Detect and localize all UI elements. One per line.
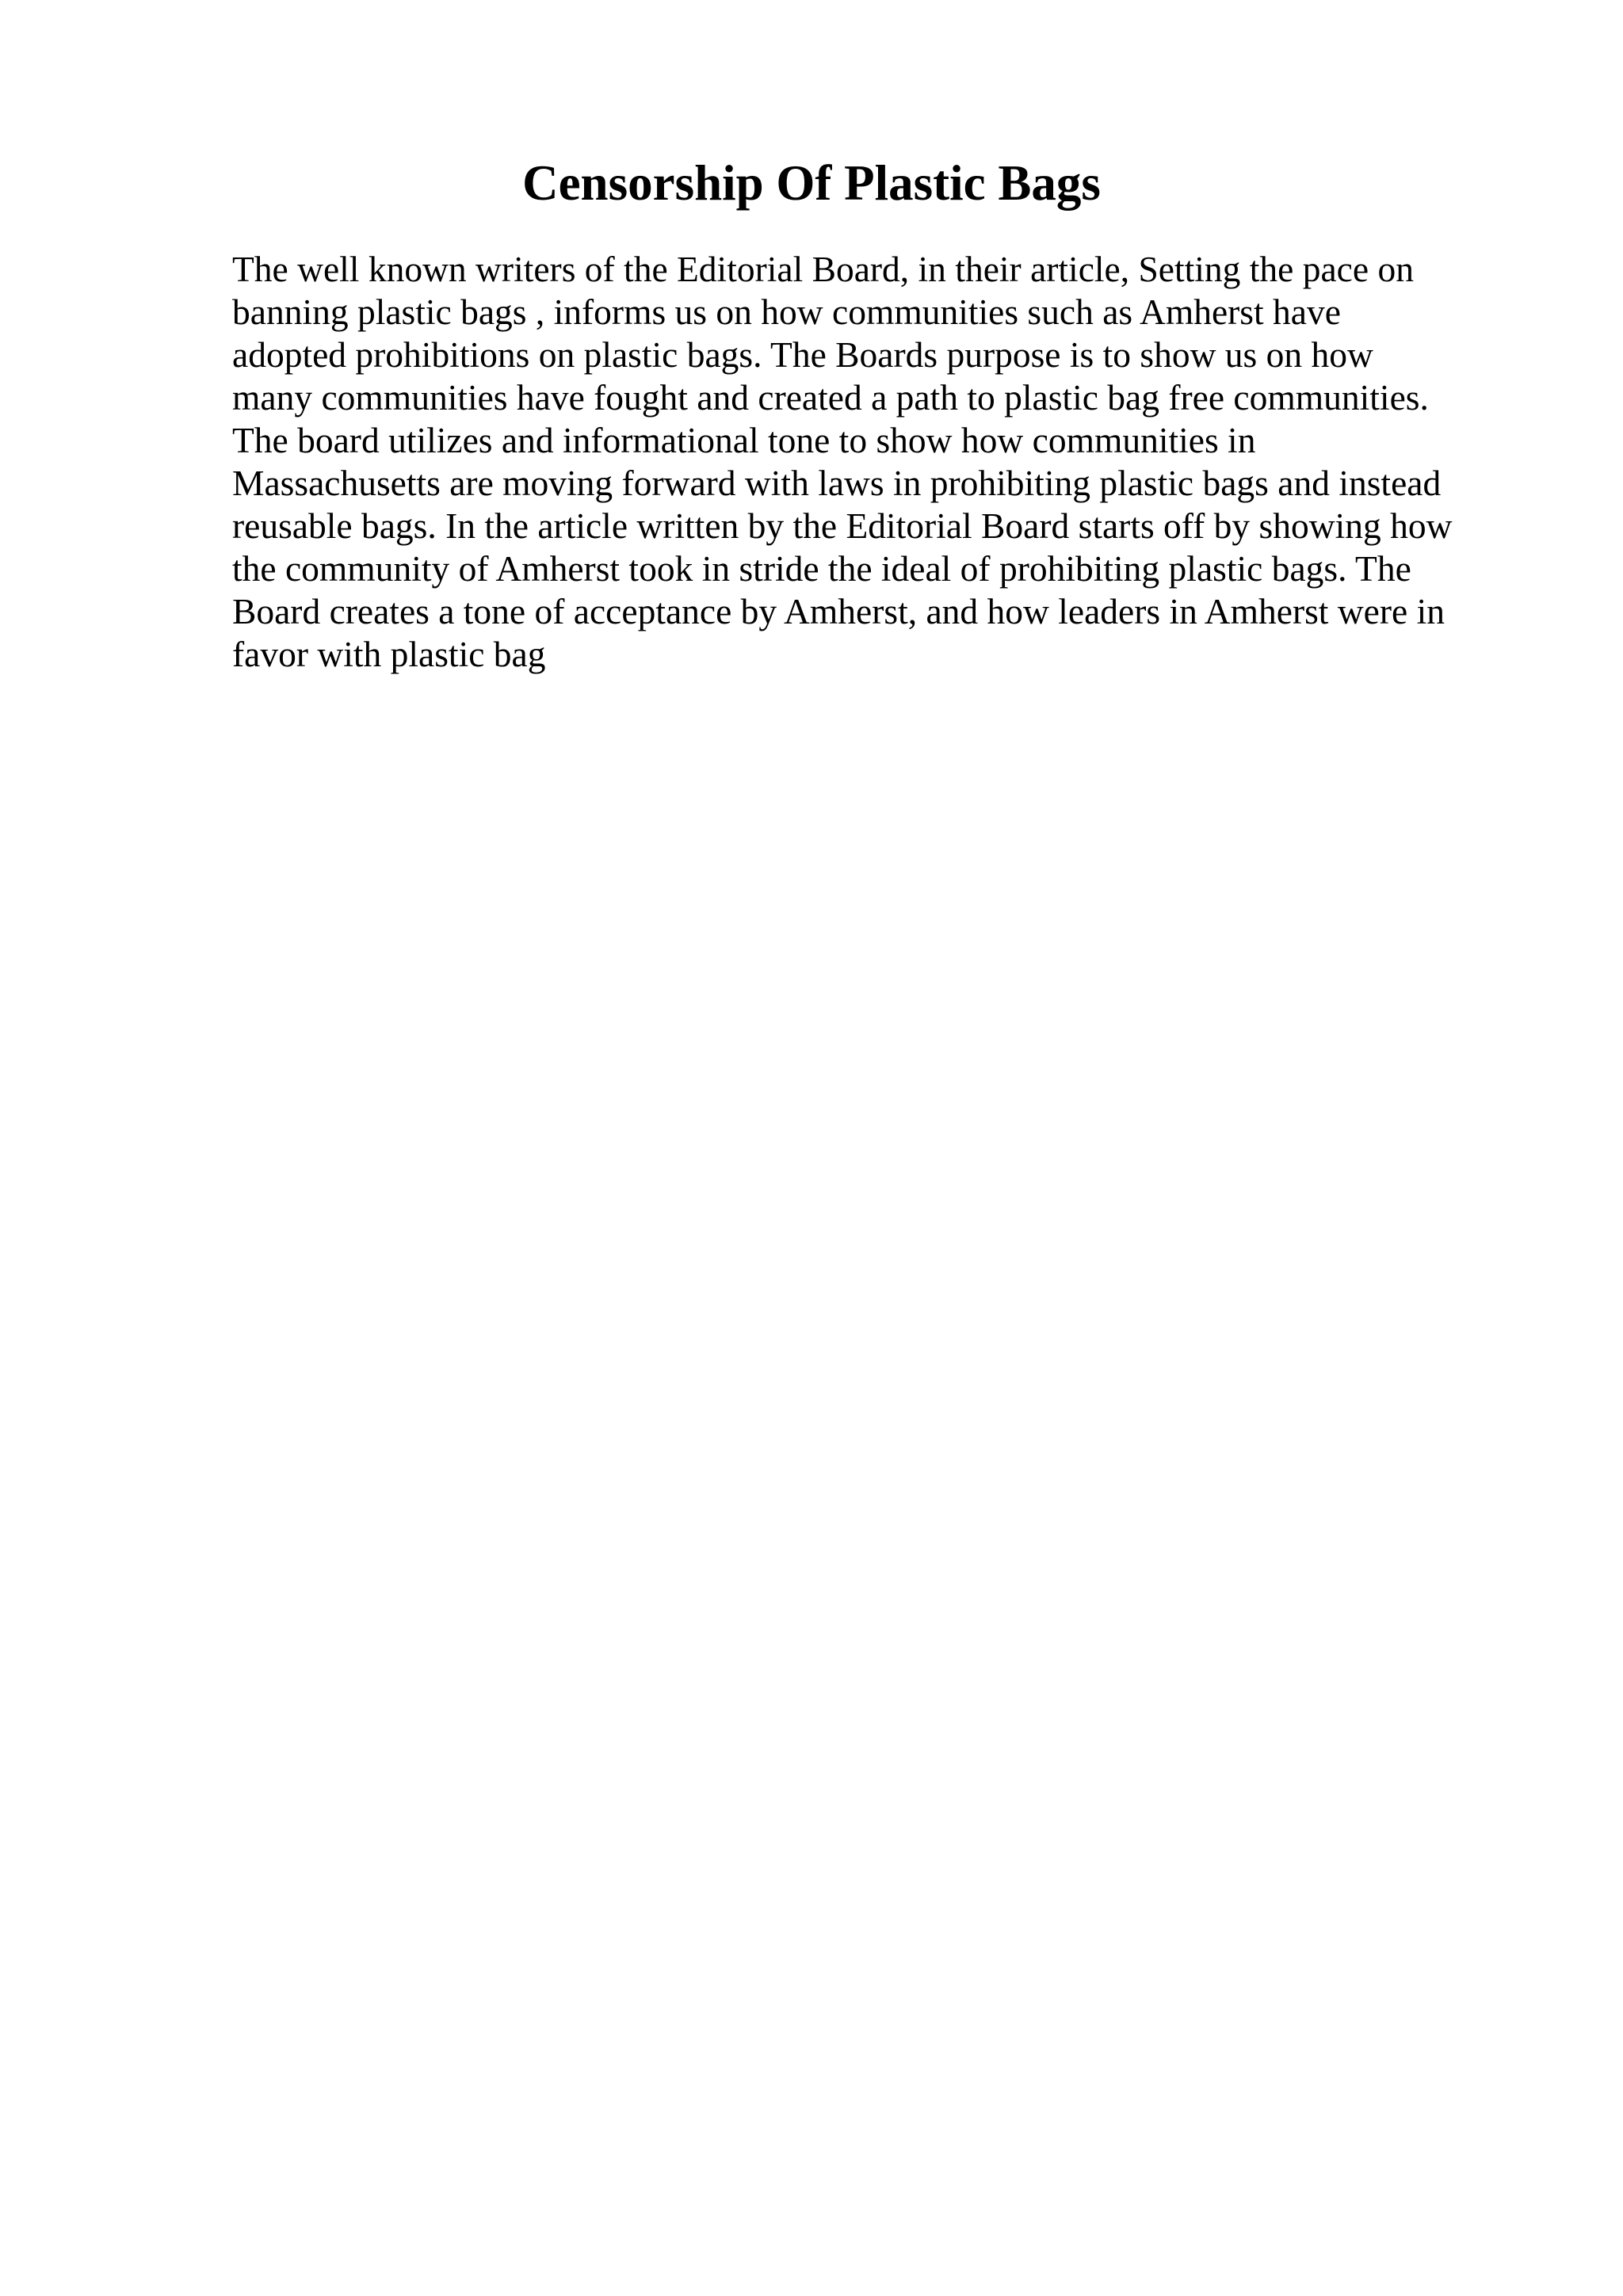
body-line: the community of Amherst took in stride the ideal of prohibiting plastic bags. The — [232, 548, 1411, 589]
body-line: favor with plastic bag — [232, 634, 546, 674]
body-line: many communities have fought and created a path to plastic bag free communities. — [232, 377, 1429, 418]
body-line: Massachusetts are moving forward with laws in prohibiting plastic bags and instead — [232, 463, 1442, 503]
document-body — [232, 248, 1500, 676]
document-title: Censorship Of Plastic Bags — [522, 155, 1101, 211]
body-line: The board utilizes and informational tone to show how communities in — [232, 420, 1256, 460]
body-line: reusable bags. In the article written by the Editorial Board starts off by showing how — [232, 505, 1453, 546]
body-line: adopted prohibitions on plastic bags. The Boards purpose is to show us on how — [232, 334, 1373, 375]
body-line: Board creates a tone of acceptance by Amherst, and how leaders in Amherst were in — [232, 591, 1445, 631]
body-line: banning plastic bags , informs us on how communities such as Amherst have — [232, 292, 1341, 332]
body-line: The well known writers of the Editorial Board, in their article, Setting the pace on — [232, 249, 1414, 289]
